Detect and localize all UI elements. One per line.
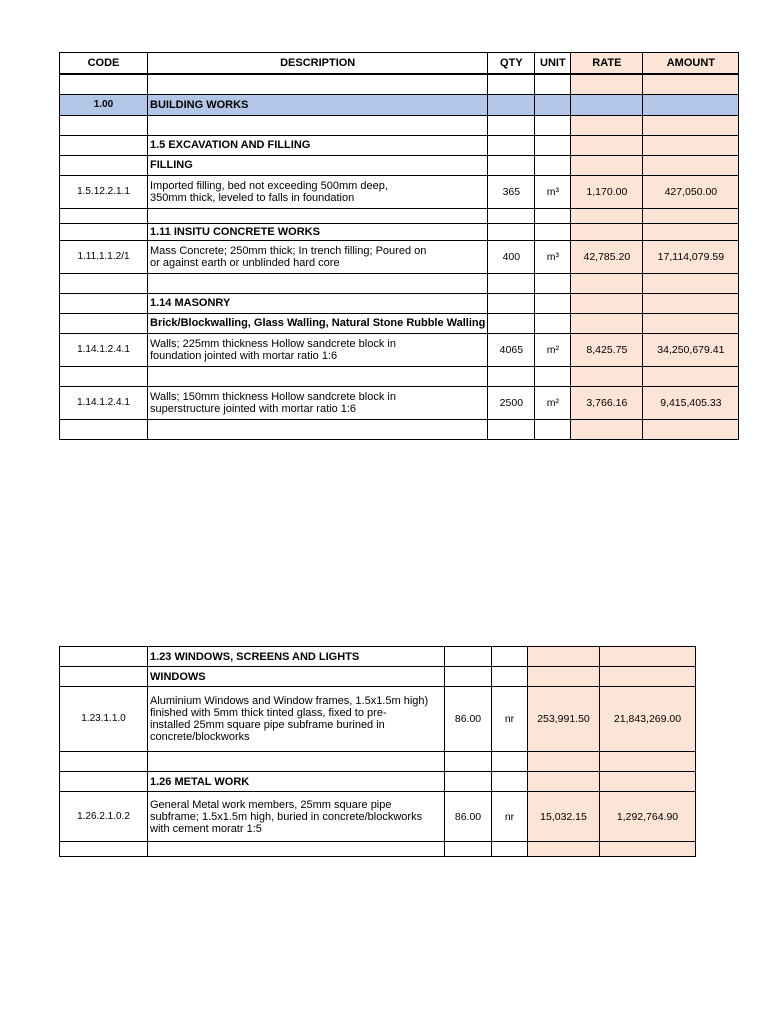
heading-row-excavation <box>60 135 739 155</box>
item-qty: 365 <box>488 175 535 208</box>
item-qty: 86.00 <box>445 792 492 842</box>
item-unit: m² <box>535 333 571 366</box>
item-description: Walls; 225mm thickness Hollow sandcrete block in foundation jointed with mortar ratio 1:6 <box>148 333 488 366</box>
item-qty: 2500 <box>488 386 535 419</box>
section-row-building-works <box>60 94 739 115</box>
item-code: 1.26.2.1.0.2 <box>60 792 148 842</box>
table-row <box>60 333 739 366</box>
header-rate: RATE <box>571 53 643 75</box>
blank-row <box>60 366 739 386</box>
item-unit: m³ <box>535 175 571 208</box>
heading-masonry: 1.14 MASONRY <box>148 293 488 313</box>
item-amount: 17,114,079.59 <box>643 240 739 273</box>
item-code: 1.5.12.2.1.1 <box>60 175 148 208</box>
header-row <box>60 53 739 75</box>
section-title: BUILDING WORKS <box>148 94 488 115</box>
subheading-windows: WINDOWS <box>148 667 445 687</box>
table-row <box>60 687 696 752</box>
blank-row <box>60 74 739 94</box>
heading-windows: 1.23 WINDOWS, SCREENS AND LIGHTS <box>148 647 445 667</box>
header-unit: UNIT <box>535 53 571 75</box>
blank-row <box>60 208 739 223</box>
item-description: Imported filling, bed not exceeding 500mm deep, 350mm thick, leveled to falls in foundation <box>148 175 488 208</box>
item-code: 1.23.1.1.0 <box>60 687 148 752</box>
table-row <box>60 386 739 419</box>
boq-table-top <box>59 52 739 440</box>
item-unit: m² <box>535 386 571 419</box>
header-amount: AMOUNT <box>643 53 739 75</box>
item-qty: 4065 <box>488 333 535 366</box>
blank-row <box>60 115 739 135</box>
item-amount: 34,250,679.41 <box>643 333 739 366</box>
heading-row-windows <box>60 647 696 667</box>
subheading-masonry: Brick/Blockwalling, Glass Walling, Natural Stone Rubble Walling <box>148 313 488 333</box>
heading-concrete: 1.11 INSITU CONCRETE WORKS <box>148 223 488 240</box>
section-code: 1.00 <box>60 94 148 115</box>
subheading-row-windows <box>60 667 696 687</box>
table-row <box>60 792 696 842</box>
table-row <box>60 175 739 208</box>
subheading-filling: FILLING <box>148 155 488 175</box>
subheading-row-masonry <box>60 313 739 333</box>
header-code: CODE <box>60 53 148 75</box>
item-code: 1.14.1.2.4.1 <box>60 386 148 419</box>
item-rate: 42,785.20 <box>571 240 643 273</box>
item-code: 1.11.1.1.2/1 <box>60 240 148 273</box>
heading-metal: 1.26 METAL WORK <box>148 772 445 792</box>
item-amount: 21,843,269.00 <box>600 687 696 752</box>
table-row <box>60 240 739 273</box>
header-description: DESCRIPTION <box>148 53 488 75</box>
subheading-row-filling <box>60 155 739 175</box>
item-rate: 8,425.75 <box>571 333 643 366</box>
item-rate: 253,991.50 <box>528 687 600 752</box>
item-amount: 9,415,405.33 <box>643 386 739 419</box>
item-rate: 15,032.15 <box>528 792 600 842</box>
item-amount: 1,292,764.90 <box>600 792 696 842</box>
item-description: Aluminium Windows and Window frames, 1.5x1.5m high) finished with 5mm thick tinted glass, fixed to pre- installed 25mm square pipe subframe burined in concrete/blockworks <box>148 687 445 752</box>
item-amount: 427,050.00 <box>643 175 739 208</box>
heading-row-concrete <box>60 223 739 240</box>
blank-row <box>60 273 739 293</box>
blank-row <box>60 419 739 439</box>
item-description: Mass Concrete; 250mm thick; In trench filling; Poured on or against earth or unblinded hard core <box>148 240 488 273</box>
header-qty: QTY <box>488 53 535 75</box>
item-rate: 3,766.16 <box>571 386 643 419</box>
blank-row <box>60 842 696 857</box>
item-rate: 1,170.00 <box>571 175 643 208</box>
item-unit: m³ <box>535 240 571 273</box>
heading-row-metal <box>60 772 696 792</box>
item-description: General Metal work members, 25mm square pipe subframe; 1.5x1.5m high, buried in concrete/blockworks with cement moratr 1:5 <box>148 792 445 842</box>
item-unit: nr <box>492 792 528 842</box>
item-qty: 86.00 <box>445 687 492 752</box>
item-unit: nr <box>492 687 528 752</box>
heading-row-masonry <box>60 293 739 313</box>
heading-excavation: 1.5 EXCAVATION AND FILLING <box>148 135 488 155</box>
item-qty: 400 <box>488 240 535 273</box>
blank-row <box>60 752 696 772</box>
boq-table-bottom <box>59 646 696 857</box>
item-description: Walls; 150mm thickness Hollow sandcrete block in superstructure jointed with mortar ratio 1:6 <box>148 386 488 419</box>
item-code: 1.14.1.2.4.1 <box>60 333 148 366</box>
